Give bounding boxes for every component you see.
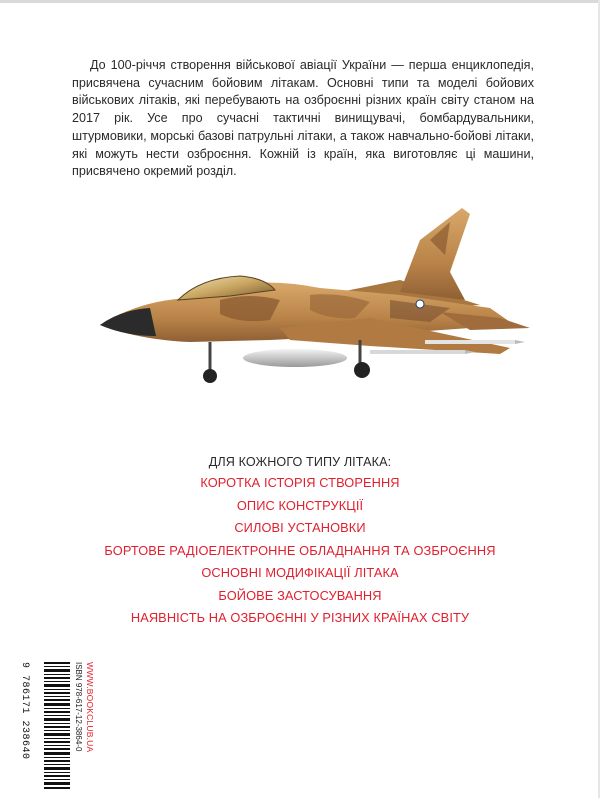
- top-edge: [0, 0, 600, 3]
- fuel-tank: [243, 349, 347, 367]
- nose-cone: [100, 308, 156, 336]
- barcode-block: [16, 662, 95, 790]
- intro-paragraph: До 100-річчя створення військової авіації України — перша енциклопедія, присвячена сучасним бойовим літакам. Основні типи та моделі бойових військових літаків, які перебувають на озброєнні різних країн світу станом на 2017 рік. Усе про сучасні тактичні винищувачі, бомбардувальники, штурмовики, морські базові патрульні літаки, а також навчально-бойові літаки, які можуть нести озброєння. Кожній із країн, яка виготовляє ці машини, присвячено окремий розділ.: [72, 58, 534, 179]
- feature-item: БОЙОВЕ ЗАСТОСУВАННЯ: [218, 587, 382, 603]
- fighter-jet-illustration: [70, 200, 530, 400]
- main-wheel: [354, 362, 370, 378]
- missile: [370, 350, 465, 354]
- feature-item: СИЛОВІ УСТАНОВКИ: [234, 520, 366, 535]
- missile: [425, 340, 515, 344]
- isbn-text: ISBN 978-617-12-3864-0: [74, 662, 83, 752]
- feature-item: ОПИС КОНСТРУКЦІЇ: [236, 497, 364, 513]
- feature-item: НАЯВНІСТЬ НА ОЗБРОЄННІ У РІЗНИХ КРАЇНАХ СВІТУ: [130, 610, 470, 625]
- feature-item: ОСНОВНІ МОДИФІКАЦІЇ ЛІТАКА: [201, 565, 399, 580]
- features-list: [0, 474, 600, 632]
- features-heading: ДЛЯ КОЖНОГО ТИПУ ЛІТАКА:: [208, 455, 392, 469]
- barcode-digits: 9 786171 238640: [19, 662, 30, 760]
- barcode-icon: [44, 662, 70, 790]
- publisher-url: WWW.BOOKCLUB.UA: [85, 662, 95, 753]
- nose-wheel: [203, 369, 217, 383]
- tail-fin: [400, 208, 470, 300]
- feature-item: КОРОТКА ІСТОРІЯ СТВОРЕННЯ: [200, 475, 400, 490]
- feature-item: БОРТОВЕ РАДІОЕЛЕКТРОННЕ ОБЛАДНАННЯ ТА ОЗБРОЄННЯ: [104, 542, 496, 558]
